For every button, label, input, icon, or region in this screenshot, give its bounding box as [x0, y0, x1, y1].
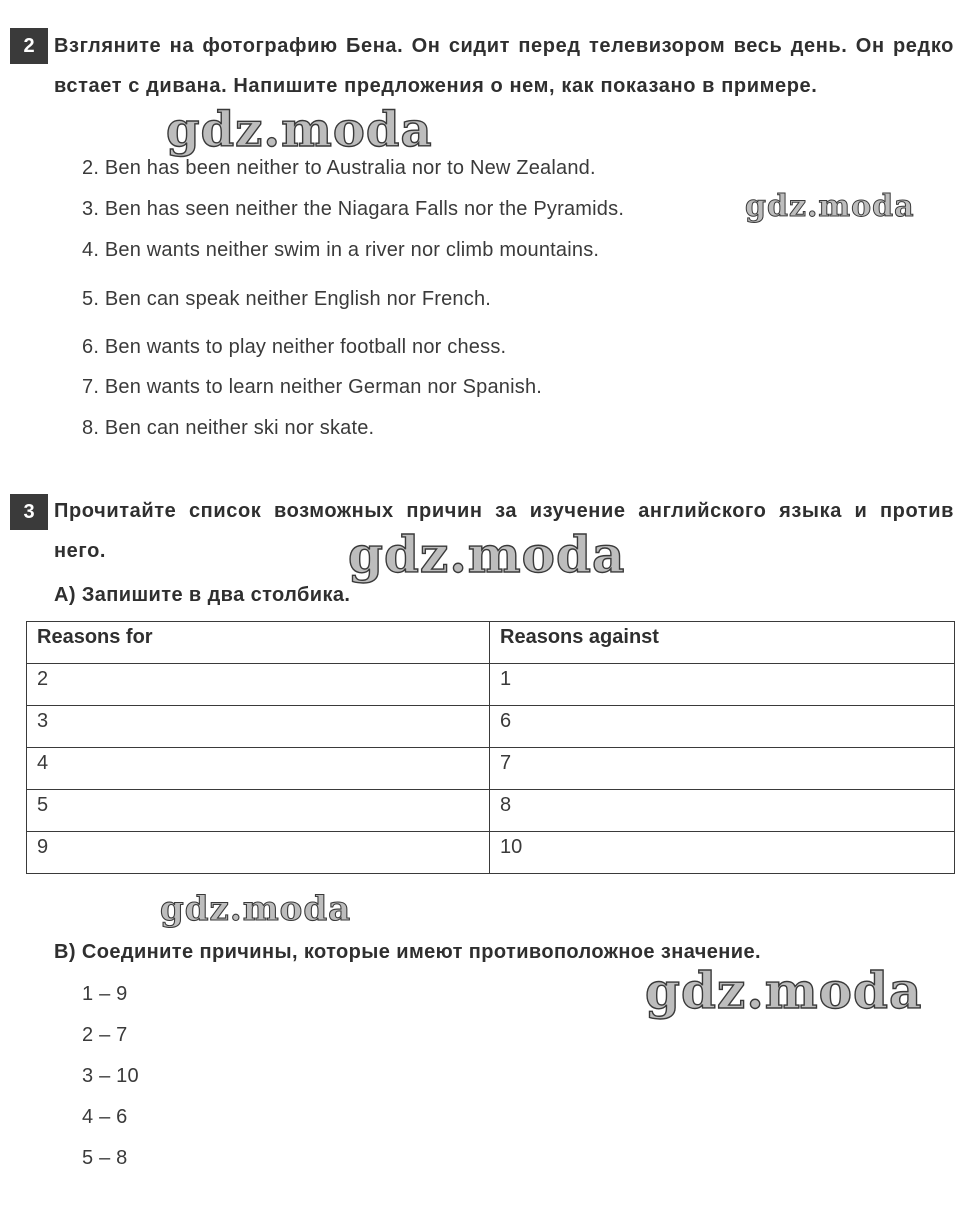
match-pair: 4 – 6	[82, 1106, 128, 1128]
task-2-sentence: 6. Ben wants to play neither football nor chess.	[82, 336, 507, 358]
reason-against-cell: 7	[490, 748, 955, 790]
reason-against-cell: 6	[490, 706, 955, 748]
reason-for-cell: 9	[27, 832, 490, 874]
reason-for-cell: 4	[27, 748, 490, 790]
header-reasons-for: Reasons for	[27, 622, 490, 664]
task-2-sentence: 8. Ben can neither ski nor skate.	[82, 417, 375, 439]
table-row	[27, 790, 955, 832]
reason-against-cell: 1	[490, 664, 955, 706]
task-3-instruction: Прочитайте список возможных причин за изучение английского языка и против него.	[54, 500, 954, 562]
task-2-sentence: 4. Ben wants neither swim in a river nor climb mountains.	[82, 239, 600, 261]
reason-for-cell: 5	[27, 790, 490, 832]
table-row	[27, 664, 955, 706]
match-pair: 1 – 9	[82, 983, 128, 1005]
watermark-logo: gdz.moda	[645, 961, 923, 1020]
header-reasons-against: Reasons against	[490, 622, 955, 664]
match-pair: 2 – 7	[82, 1024, 128, 1046]
match-pair: 3 – 10	[82, 1065, 139, 1087]
reasons-table	[26, 621, 955, 874]
task-2-sentence: 5. Ben can speak neither English nor French.	[82, 288, 492, 310]
task-2-instruction: Взгляните на фотографию Бена. Он сидит перед телевизором весь день. Он редко встает с дивана. Напишите предложения о нем, как показано в примере.	[54, 35, 954, 97]
task-3-number: 3	[10, 494, 48, 530]
task-2-sentence: 3. Ben has seen neither the Niagara Falls nor the Pyramids.	[82, 198, 625, 220]
table-row	[27, 748, 955, 790]
watermark-logo: gdz.moda	[745, 189, 915, 224]
watermark-logo: gdz.moda	[348, 525, 626, 584]
watermark-logo: gdz.moda	[166, 102, 433, 158]
reason-for-cell: 3	[27, 706, 490, 748]
watermark-logo: gdz.moda	[160, 889, 352, 929]
reason-against-cell: 10	[490, 832, 955, 874]
table-row	[27, 706, 955, 748]
table-header-row	[27, 622, 955, 664]
reason-against-cell: 8	[490, 790, 955, 832]
task-2-sentence: 2. Ben has been neither to Australia nor to New Zealand.	[82, 157, 596, 179]
task-3-part-a-label: A) Запишите в два столбика.	[54, 584, 351, 606]
reason-for-cell: 2	[27, 664, 490, 706]
task-2-sentence: 7. Ben wants to learn neither German nor Spanish.	[82, 376, 543, 398]
task-3-part-b-label: B) Соедините причины, которые имеют противоположное значение.	[54, 941, 761, 963]
table-row	[27, 832, 955, 874]
task-2-number: 2	[10, 28, 48, 64]
match-pair: 5 – 8	[82, 1147, 128, 1169]
